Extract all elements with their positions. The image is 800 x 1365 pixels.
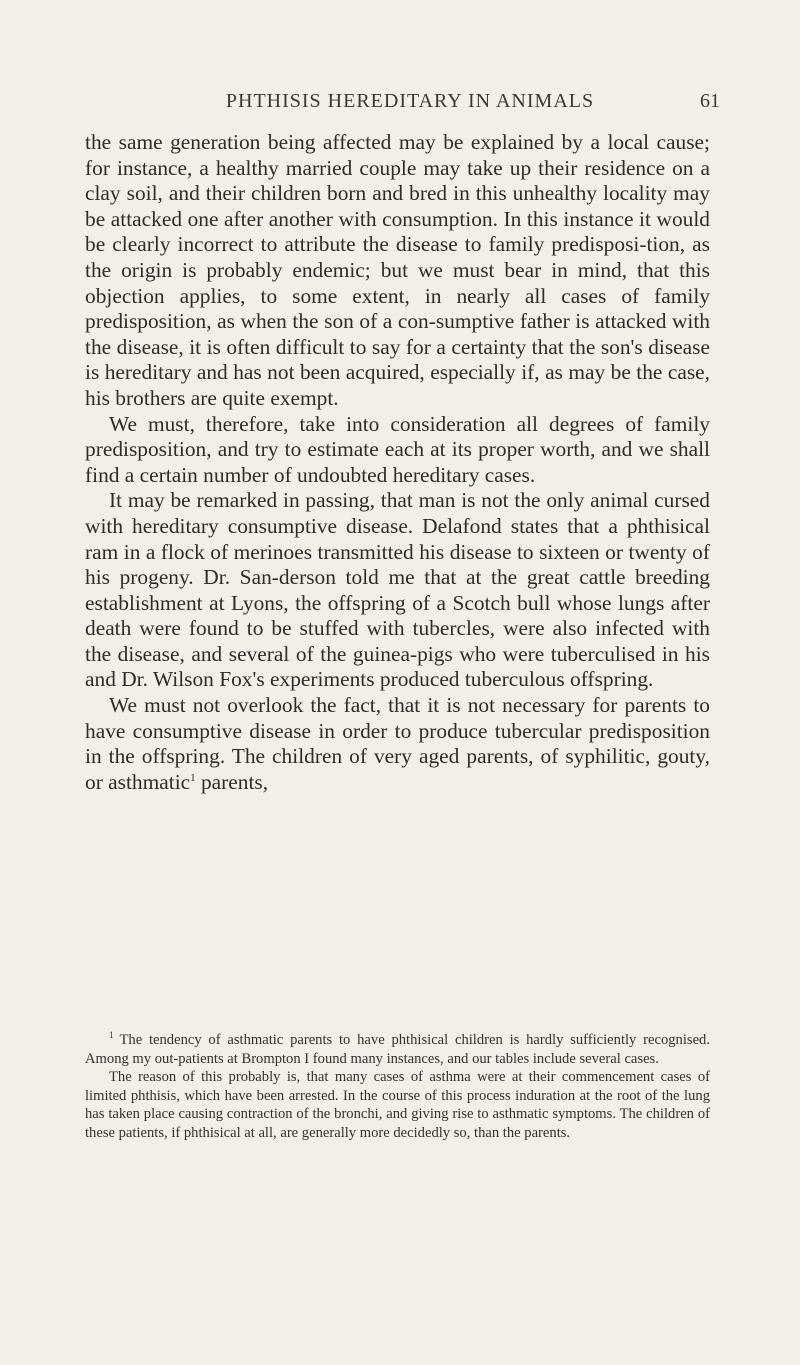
running-head-title: PHTHISIS HEREDITARY IN ANIMALS xyxy=(225,90,595,112)
footnote-1 xyxy=(85,1031,710,1068)
footnote-1-text: The tendency of asthmatic parents to have phthisical children is hardly sufficiently recognised. Among my out-patients at Brompton I found many instances, and our tables include several cases. xyxy=(85,1032,710,1067)
body-paragraph-4 xyxy=(85,693,710,795)
footnote-reference: 1 xyxy=(190,771,196,784)
footnote-mark: 1 xyxy=(109,1030,114,1041)
page-number: 61 xyxy=(700,90,720,112)
body-paragraph-2: We must, therefore, take into consideration all degrees of family predisposition, and try to estimate each at its proper worth, and we shall find a certain number of undoubted hereditary cases. xyxy=(85,411,710,487)
body-paragraph-1: the same generation being affected may be explained by a local cause; for instance, a healthy married couple may take up their residence on a clay soil, and their children born and bred in this unhealthy locality may be attacked one after another with consumption. In this instance it would be clearly incorrect to attribute the disease to family predisposi-tion, as the origin is probably endemic; but we must bear in mind, that this objection applies, to some extent, in nearly all cases of family predisposition, as when the son of a con-sumptive father is attacked with the disease, it is often difficult to say for a certainty that the son's disease is hereditary and has not been acquired, especially if, as may be the case, his brothers are quite exempt. xyxy=(85,130,710,410)
footnote-1-continuation: The reason of this probably is, that many cases of asthma were at their commencement cases of limited phthisis, which have been arrested. In the course of this process induration at the root of the lung has taken place causing contraction of the bronchi, and giving rise to asthmatic symptoms. The children of these patients, if phthisical at all, are generally more decidedly so, than the parents. xyxy=(85,1069,710,1141)
body-paragraph-4-tail: parents, xyxy=(195,769,269,794)
body-text xyxy=(85,130,710,795)
body-paragraph-3: It may be remarked in passing, that man is not the only animal cursed with hereditary consumptive disease. Delafond states that a phthisical ram in a flock of merinoes transmitted his disease to sixteen or twenty of his progeny. Dr. San-derson told me that at the great cattle breeding establishment at Lyons, the offspring of a Scotch bull whose lungs after death were found to be stuffed with tubercles, were also infected with the disease, and several of the guinea-pigs who were tuberculised in his and Dr. Wilson Fox's experiments produced tuberculous offspring. xyxy=(85,488,710,692)
footnotes xyxy=(85,1031,710,1143)
body-paragraph-4-text: We must not overlook the fact, that it is not necessary for parents to have consumptive disease in order to produce tubercular predisposition in the offspring. The children of very aged parents, of syphilitic, gouty, or asthmatic xyxy=(85,693,710,794)
